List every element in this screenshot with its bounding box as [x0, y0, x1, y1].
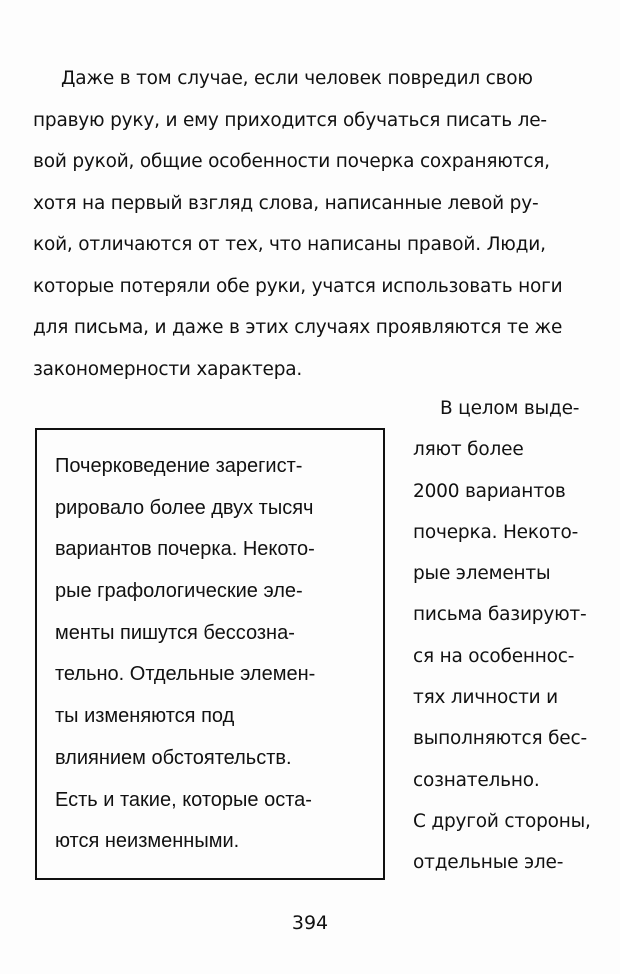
body-line: закономерности характера. — [33, 358, 303, 380]
side-line: С другой стороны, — [413, 810, 591, 832]
body-line: которые потеряли обе руки, учатся использовать ноги — [33, 275, 563, 297]
body-line: Даже в том случае, если человек повредил свою — [61, 68, 533, 89]
callout-text — [55, 446, 315, 863]
side-line: 2000 вариантов — [413, 480, 566, 502]
side-line: письма базируют- — [413, 604, 587, 626]
callout-box — [35, 428, 385, 880]
callout-line: ты изменяются под — [55, 705, 235, 728]
callout-line: менты пишутся бессозна- — [55, 621, 295, 644]
body-line: для письма, и даже в этих случаях проявляются те же — [33, 317, 563, 338]
side-line: ся на особеннос- — [413, 645, 575, 667]
callout-line: Почерковедение зарегист- — [55, 455, 303, 477]
side-line: выполняются бес- — [413, 728, 587, 750]
body-line: кой, отличаются от тех, что написаны правой. Люди, — [33, 234, 546, 255]
callout-line: рировало более двух тысяч — [55, 496, 314, 519]
side-line: сознательно. — [413, 769, 540, 791]
callout-line: ются неизменными. — [55, 830, 240, 853]
side-line: В целом выде- — [440, 398, 580, 419]
callout-line: влиянием обстоятельств. — [55, 746, 292, 769]
callout-line: вариантов почерка. Некото- — [55, 538, 315, 561]
side-column-text — [413, 388, 618, 884]
side-line: почерка. Некото- — [413, 521, 579, 543]
body-line: вой рукой, общие особенности почерка сохраняются, — [33, 151, 550, 172]
body-paragraph — [33, 58, 613, 390]
side-line: рые элементы — [413, 563, 551, 585]
side-line: ляют более — [413, 439, 524, 461]
callout-line: Есть и такие, которые оста- — [55, 788, 312, 811]
callout-line: тельно. Отдельные элемен- — [55, 663, 316, 686]
body-line: правую руку, и ему приходится обучаться писать ле- — [33, 109, 547, 131]
side-line: отдельные эле- — [413, 852, 564, 874]
page-number: 394 — [291, 912, 329, 934]
callout-line: рые графологические эле- — [55, 580, 303, 603]
body-line: хотя на первый взгляд слова, написанные левой ру- — [33, 192, 539, 214]
side-line: тях личности и — [413, 687, 559, 709]
